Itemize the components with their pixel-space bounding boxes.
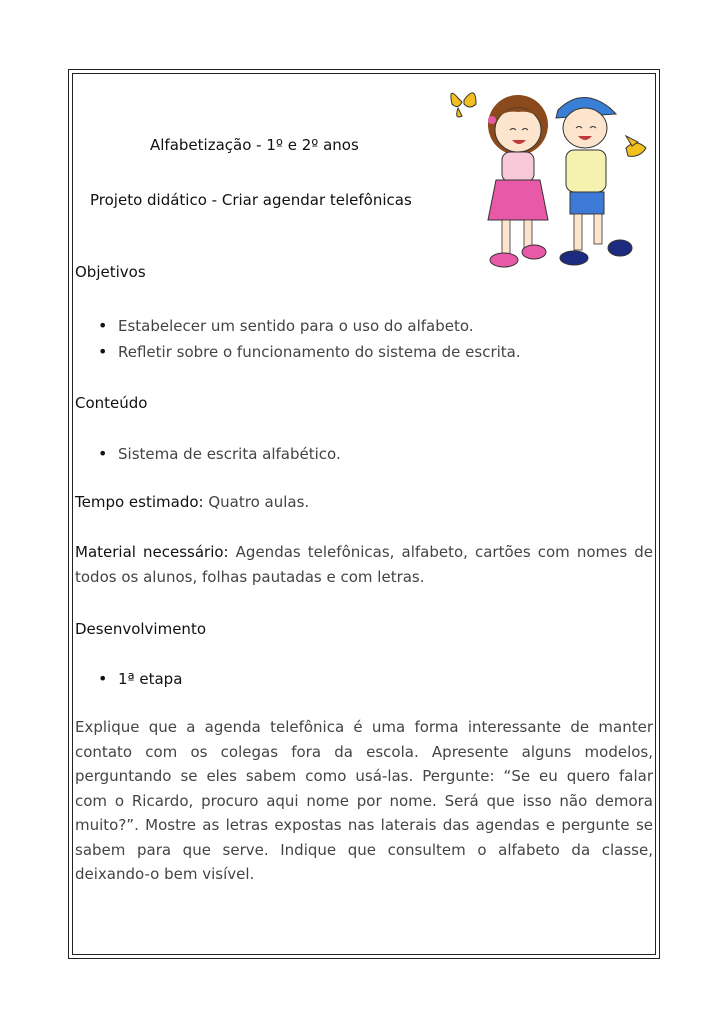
boy-figure <box>556 97 632 265</box>
paragraph-line: contato com os colegas fora da escola. Apresente alguns modelos, <box>75 742 653 761</box>
list-item: • 1ª etapa <box>118 669 182 689</box>
document-title: Alfabetização - 1º e 2º anos <box>150 136 359 154</box>
paragraph-line: perguntando se eles sabem como usá-las. Pergunte: “Se eu quero falar <box>75 767 653 785</box>
bird-icon <box>626 136 646 156</box>
children-walking-illustration <box>440 80 655 280</box>
desenvolvimento-paragraph <box>75 715 653 887</box>
paragraph-line: sabem para que serve. Indique que consultem o alfabeto da classe, <box>75 840 653 859</box>
tempo-estimado <box>75 492 309 512</box>
tempo-value: Quatro aulas. <box>203 493 310 511</box>
section-heading-desenvolvimento: Desenvolvimento <box>75 620 207 638</box>
tempo-label: Tempo estimado: <box>75 493 204 511</box>
paragraph-line: com o Ricardo, procuro aqui nome por nome. Será que isso não demora <box>75 791 653 810</box>
list-item: • Sistema de escrita alfabético. <box>118 444 341 464</box>
material-line-1: Agendas telefônicas, alfabeto, cartões com nomes de <box>228 543 653 561</box>
list-item: • Refletir sobre o funcionamento do sistema de escrita. <box>118 342 521 362</box>
paragraph-line: muito?”. Mostre as letras expostas nas laterais das agendas e pergunte se <box>75 816 653 834</box>
material-line-2: todos os alunos, folhas pautadas e com letras. <box>75 567 425 586</box>
girl-figure <box>488 95 548 267</box>
list-item: • Estabelecer um sentido para o uso do alfabeto. <box>118 316 474 336</box>
material-necessario <box>75 540 653 589</box>
paragraph-line: Explique que a agenda telefônica é uma forma interessante de manter <box>75 718 653 736</box>
section-heading-objetivos: Objetivos <box>75 263 146 281</box>
material-label: Material necessário: <box>75 543 229 561</box>
document-subtitle: Projeto didático - Criar agendar telefônicas <box>90 191 412 209</box>
paragraph-line: deixando-o bem visível. <box>75 865 255 883</box>
butterfly-icon <box>451 93 476 117</box>
section-heading-conteudo: Conteúdo <box>75 394 148 412</box>
